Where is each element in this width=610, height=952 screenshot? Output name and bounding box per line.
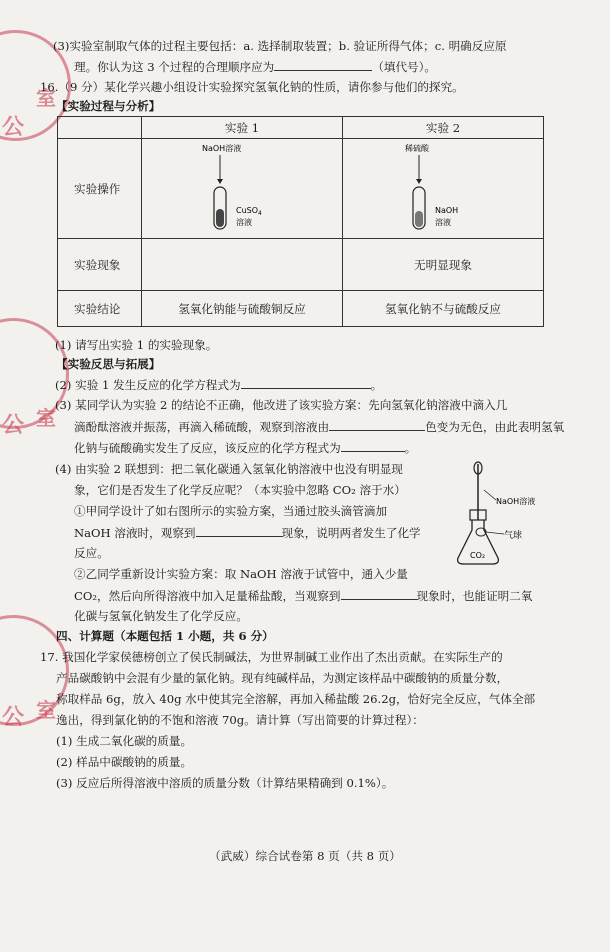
exp1-solution-label: 溶液 xyxy=(236,218,252,227)
equation-blank-1[interactable] xyxy=(241,376,371,389)
exp1-apparatus-diagram xyxy=(142,139,342,235)
section-experiment-process: 【实验过程与分析】 xyxy=(56,99,161,113)
header-exp1: 实验 1 xyxy=(142,117,343,139)
q15-3-line2: 理。你认为这 3 个过程的合理顺序应为 （填代号）。 xyxy=(74,60,437,74)
exp1-naoh-label: NaOH溶液 xyxy=(202,144,242,153)
q16-4-line1: (4) 由实验 2 联想到：把二氧化碳通入氢氧化钠溶液中也没有明显现 xyxy=(55,462,403,476)
exp1-phenomenon xyxy=(142,239,343,291)
exp2-solution-label: 溶液 xyxy=(435,218,451,227)
q16-3-line2: 滴酚酞溶液并振荡，再滴入稀硫酸，观察到溶液由 色变为无色，由此表明氢氧 xyxy=(74,420,565,434)
q17-1: (1) 生成二氧化碳的质量。 xyxy=(56,734,193,748)
q17-2: (2) 样品中碳酸钠的质量。 xyxy=(56,755,193,769)
figure-naoh-label: NaOH溶液 xyxy=(496,497,536,506)
q16-4-line5: 反应。 xyxy=(74,546,109,560)
seal-char-shi-mid: 室 xyxy=(36,406,56,430)
answer-blank[interactable] xyxy=(274,58,372,71)
exp2-apparatus-diagram xyxy=(343,139,543,235)
exp2-dropper-tip xyxy=(416,179,422,184)
seal-char-gong-mid: 公 xyxy=(2,413,25,438)
exp1-dropper-tip xyxy=(217,179,223,184)
page-footer: （武威）综合试卷第 8 页（共 8 页） xyxy=(209,849,401,863)
exp2-solution xyxy=(415,211,423,227)
q16-4-line4: NaOH 溶液时，观察到 现象，说明两者发生了化学 xyxy=(74,526,421,540)
color-blank[interactable] xyxy=(329,418,425,431)
exp1-operation-cell xyxy=(142,139,343,239)
q15-3-line1: (3)实验室制取气体的过程主要包括：a. 选择制取装置；b. 验证所得气体；c. 明确反应原 xyxy=(53,39,507,53)
q16-3-line1: (3) 某同学认为实验 2 的结论不正确，他改进了该实验方案：先向氢氧化钠溶液中滴入几 xyxy=(55,398,508,412)
experiment-table xyxy=(57,116,544,327)
exp2-naoh-label: NaOH xyxy=(435,206,459,215)
q17-line2: 产品碳酸钠中会混有少量的氯化钠。现有纯碱样品，为测定该样品中碳酸钠的质量分数， xyxy=(56,671,509,685)
row-operation: 实验操作 xyxy=(58,139,142,239)
q17-line1: 17. 我国化学家侯德榜创立了侯氏制碱法，为世界制碱工业作出了杰出贡献。在实际生产的 xyxy=(40,650,503,664)
q16-1: (1) 请写出实验 1 的实验现象。 xyxy=(55,338,218,352)
phenomenon-blank-1[interactable] xyxy=(196,524,282,537)
exp1-cuso4-label: CuSO$_4$ xyxy=(236,206,262,217)
exp2-phenomenon: 无明显现象 xyxy=(343,239,544,291)
exp1-solution xyxy=(216,209,224,227)
q16-4-line8: 化碳与氢氧化钠发生了化学反应。 xyxy=(74,609,248,623)
flask-apparatus-figure xyxy=(448,460,558,570)
q16-4-line2: 象，它们是否发生了化学反应呢？（本实验中忽略 CO₂ 溶于水） xyxy=(74,483,406,497)
exp2-operation-cell xyxy=(343,139,544,239)
seal-char-gong-bot: 公 xyxy=(2,705,25,730)
seal-char-shi-top: 室 xyxy=(36,86,56,110)
naoh-pointer xyxy=(484,490,496,500)
row-conclusion: 实验结论 xyxy=(58,291,142,327)
q17-line3: 称取样品 6g，放入 40g 水中使其完全溶解，再加入稀盐酸 26.2g，恰好完全反应，气体全部 xyxy=(56,692,536,706)
q17-3: (3) 反应后所得溶液中溶质的质量分数（计算结果精确到 0.1%）。 xyxy=(56,776,394,790)
q16-3-line3: 化钠与硫酸确实发生了反应，该反应的化学方程式为 。 xyxy=(74,441,417,455)
seal-char-gong-top: 公 xyxy=(2,115,25,140)
phenomenon-blank-2[interactable] xyxy=(341,587,417,600)
balloon-pointer xyxy=(486,532,504,534)
figure-co2-label: CO₂ xyxy=(470,551,486,560)
q16-4-line6: ②乙同学重新设计实验方案：取 NaOH 溶液于试管中，通入少量 xyxy=(74,567,408,581)
exp2-acid-label: 稀硫酸 xyxy=(405,144,429,153)
row-phenomenon: 实验现象 xyxy=(58,239,142,291)
equation-blank-2[interactable] xyxy=(341,439,405,452)
exp2-conclusion: 氢氧化钠不与硫酸反应 xyxy=(343,291,544,327)
header-exp2: 实验 2 xyxy=(343,117,544,139)
section4-title: 四、计算题（本题包括 1 小题，共 6 分） xyxy=(56,629,274,643)
q16-4-line3: ①甲同学设计了如右图所示的实验方案，当通过胶头滴管滴加 xyxy=(74,504,388,518)
q16-intro: 16.（9 分）某化学兴趣小组设计实验探究氢氧化钠的性质，请你参与他们的探究。 xyxy=(40,80,464,94)
seal-char-shi-bot: 室 xyxy=(36,698,56,722)
q17-line4: 逸出，得到氯化钠的不饱和溶液 70g。请计算（写出简要的计算过程）： xyxy=(56,713,424,727)
q16-4-line7: CO₂，然后向所得溶液中加入足量稀盐酸，当观察到 现象时，也能证明二氧 xyxy=(74,589,533,603)
figure-balloon-label: 气球 xyxy=(504,531,523,541)
section-reflection: 【实验反思与拓展】 xyxy=(56,357,161,371)
q16-2: (2) 实验 1 发生反应的化学方程式为 。 xyxy=(55,378,383,392)
exp1-conclusion: 氢氧化钠能与硫酸铜反应 xyxy=(142,291,343,327)
